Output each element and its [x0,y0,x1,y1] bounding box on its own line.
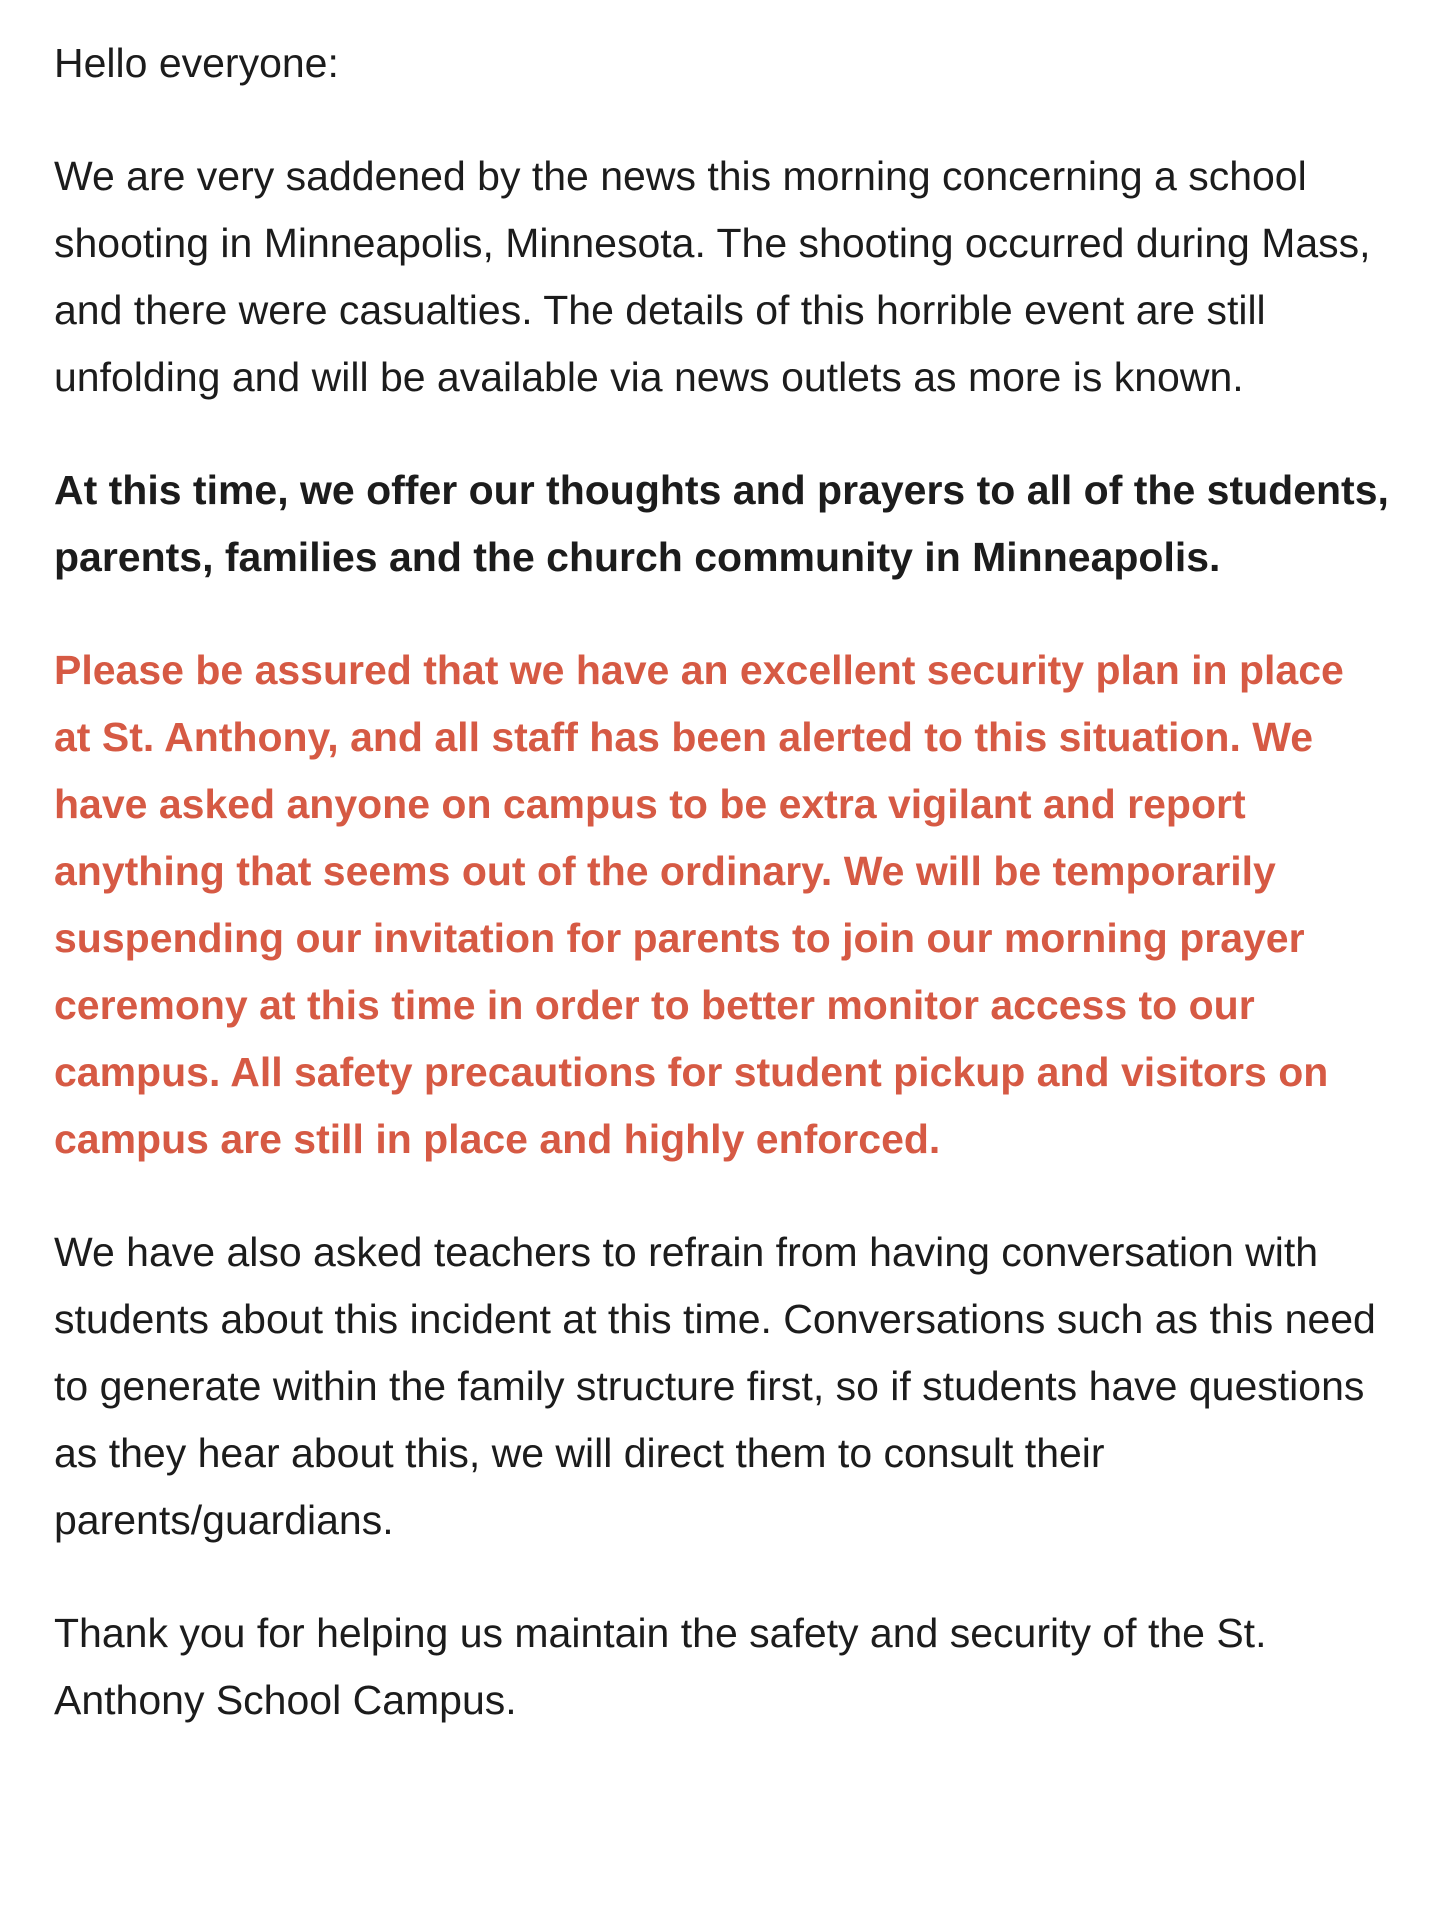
paragraph-prayers: At this time, we offer our thoughts and prayers to all of the students, parents, families and the church community in Minneapolis. [54,467,1389,580]
greeting: Hello everyone: [54,40,339,86]
paragraph-security-alert: Please be assured that we have an excellent security plan in place at St. Anthony, and all staff has been alerted to this situation. We have asked anyone on campus to be extra vigilant and report anything that seems out of the ordinary. We will be temporarily suspending our invitation for parents to join our morning prayer ceremony at this time in order to better monitor access to our campus. All safety precautions for student pickup and visitors on campus are still in place and highly enforced. [54,647,1344,1162]
paragraph-news: We are very saddened by the news this morning concerning a school shooting in Minneapolis, Minnesota. The shooting occurred during Mass, and there were casualties. The details of this horrible event are still unfolding and will be available via news outlets as more is known. [54,153,1371,400]
paragraph-teachers: We have also asked teachers to refrain from having conversation with students about this incident at this time. Conversations such as this need to generate within the family structure first, so if students have questions as they hear about this, we will direct them to consult their parents/guardians. [54,1229,1376,1543]
paragraph-thanks: Thank you for helping us maintain the safety and security of the St. Anthony School Campus. [54,1610,1267,1723]
